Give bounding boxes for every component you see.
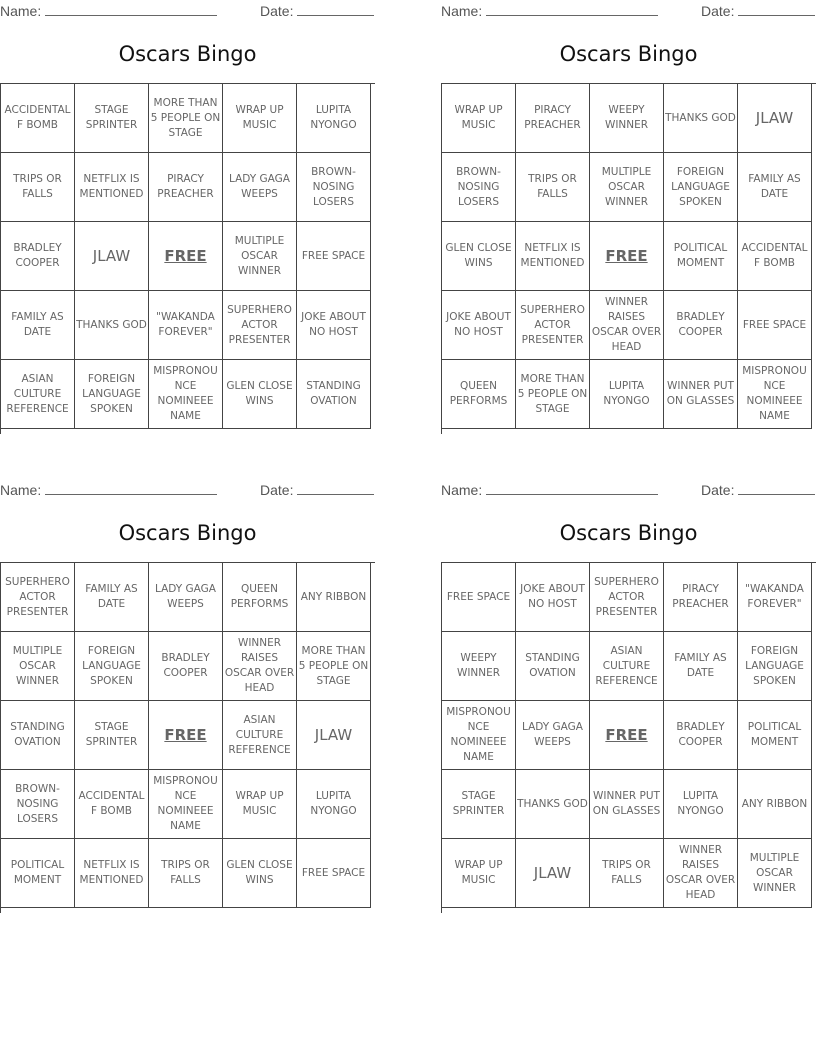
bingo-cell[interactable]: MISPRONOUNCE NOMINEEE NAME xyxy=(149,770,223,839)
bingo-cell[interactable]: JOKE ABOUT NO HOST xyxy=(516,563,590,632)
date-blank[interactable] xyxy=(297,2,374,16)
bingo-cell[interactable]: FOREIGN LANGUAGE SPOKEN xyxy=(738,632,812,701)
date-label: Date: xyxy=(701,3,735,19)
date-field[interactable] xyxy=(260,2,374,19)
bingo-cell[interactable]: WINNER RAISES OSCAR OVER HEAD xyxy=(590,291,664,360)
bingo-cell[interactable]: LUPITA NYONGO xyxy=(297,84,371,153)
bingo-cell[interactable]: LUPITA NYONGO xyxy=(664,770,738,839)
bingo-cell[interactable]: POLITICAL MOMENT xyxy=(664,222,738,291)
bingo-cell[interactable]: GLEN CLOSE WINS xyxy=(223,360,297,429)
bingo-grid xyxy=(0,83,375,434)
bingo-cell[interactable]: SUPERHERO ACTOR PRESENTER xyxy=(223,291,297,360)
name-blank[interactable] xyxy=(45,2,217,16)
bingo-cell[interactable]: BRADLEY COOPER xyxy=(664,291,738,360)
date-blank[interactable] xyxy=(738,481,815,495)
bingo-cell[interactable]: STANDING OVATION xyxy=(1,701,75,770)
bingo-cell[interactable]: MULTIPLE OSCAR WINNER xyxy=(223,222,297,291)
name-field[interactable] xyxy=(441,2,658,19)
bingo-cell[interactable]: ANY RIBBON xyxy=(738,770,812,839)
bingo-cell[interactable]: PIRACY PREACHER xyxy=(516,84,590,153)
bingo-cell[interactable]: LADY GAGA WEEPS xyxy=(516,701,590,770)
bingo-cell[interactable]: STAGE SPRINTER xyxy=(442,770,516,839)
date-field[interactable] xyxy=(701,2,815,19)
bingo-cell[interactable]: FAMILY AS DATE xyxy=(664,632,738,701)
bingo-cell[interactable]: JLAW xyxy=(738,84,812,153)
bingo-cell[interactable]: TRIPS OR FALLS xyxy=(516,153,590,222)
bingo-cell[interactable]: ACCIDENTAL F BOMB xyxy=(75,770,149,839)
bingo-cell[interactable]: WINNER PUT ON GLASSES xyxy=(664,360,738,429)
bingo-cell[interactable]: POLITICAL MOMENT xyxy=(1,839,75,908)
name-blank[interactable] xyxy=(486,2,658,16)
bingo-cell[interactable]: FREE SPACE xyxy=(297,222,371,291)
free-cell[interactable]: FREE xyxy=(149,222,223,291)
bingo-cell[interactable]: THANKS GOD xyxy=(75,291,149,360)
date-blank[interactable] xyxy=(297,481,374,495)
name-field[interactable] xyxy=(0,481,217,498)
bingo-cell[interactable]: LUPITA NYONGO xyxy=(590,360,664,429)
bingo-cell[interactable]: MULTIPLE OSCAR WINNER xyxy=(590,153,664,222)
bingo-cell[interactable]: PIRACY PREACHER xyxy=(664,563,738,632)
bingo-cell[interactable]: "WAKANDA FOREVER" xyxy=(149,291,223,360)
bingo-cell[interactable]: FAMILY AS DATE xyxy=(75,563,149,632)
name-blank[interactable] xyxy=(45,481,217,495)
name-blank[interactable] xyxy=(486,481,658,495)
bingo-cell[interactable]: FAMILY AS DATE xyxy=(738,153,812,222)
bingo-cell[interactable]: MORE THAN 5 PEOPLE ON STAGE xyxy=(516,360,590,429)
date-field[interactable] xyxy=(701,481,815,498)
bingo-cell[interactable]: ACCIDENTAL F BOMB xyxy=(1,84,75,153)
bingo-cell[interactable]: TRIPS OR FALLS xyxy=(590,839,664,908)
bingo-cell[interactable]: PIRACY PREACHER xyxy=(149,153,223,222)
bingo-cell[interactable]: MULTIPLE OSCAR WINNER xyxy=(1,632,75,701)
name-field[interactable] xyxy=(441,481,658,498)
bingo-card-3 xyxy=(0,479,375,886)
name-label: Name: xyxy=(0,3,42,19)
date-label: Date: xyxy=(260,482,294,498)
bingo-card-2 xyxy=(441,0,816,422)
bingo-grid xyxy=(0,562,375,913)
bingo-cell[interactable]: TRIPS OR FALLS xyxy=(1,153,75,222)
bingo-cell[interactable]: STANDING OVATION xyxy=(516,632,590,701)
bingo-cell[interactable]: WRAP UP MUSIC xyxy=(223,770,297,839)
bingo-cell[interactable]: SUPERHERO ACTOR PRESENTER xyxy=(590,563,664,632)
bingo-cell[interactable]: BRADLEY COOPER xyxy=(1,222,75,291)
bingo-cell[interactable]: SUPERHERO ACTOR PRESENTER xyxy=(1,563,75,632)
bingo-cell[interactable]: FOREIGN LANGUAGE SPOKEN xyxy=(75,360,149,429)
bingo-cell[interactable]: NETFLIX IS MENTIONED xyxy=(516,222,590,291)
bingo-cell[interactable]: FREE SPACE xyxy=(297,839,371,908)
bingo-cell[interactable]: ASIAN CULTURE REFERENCE xyxy=(223,701,297,770)
bingo-cell[interactable]: STAGE SPRINTER xyxy=(75,84,149,153)
bingo-cell[interactable]: JLAW xyxy=(516,839,590,908)
bingo-cell[interactable]: FOREIGN LANGUAGE SPOKEN xyxy=(664,153,738,222)
bingo-cell[interactable]: BRADLEY COOPER xyxy=(664,701,738,770)
bingo-cell[interactable]: FREE SPACE xyxy=(442,563,516,632)
bingo-cell[interactable]: WINNER RAISES OSCAR OVER HEAD xyxy=(223,632,297,701)
free-cell[interactable]: FREE xyxy=(590,701,664,770)
bingo-cell[interactable]: NETFLIX IS MENTIONED xyxy=(75,839,149,908)
bingo-cell[interactable]: MISPRONOUNCE NOMINEEE NAME xyxy=(149,360,223,429)
bingo-cell[interactable]: LUPITA NYONGO xyxy=(297,770,371,839)
card-title: Oscars Bingo xyxy=(118,521,257,545)
card-title: Oscars Bingo xyxy=(559,521,698,545)
bingo-cell[interactable]: MORE THAN 5 PEOPLE ON STAGE xyxy=(149,84,223,153)
bingo-cell[interactable]: WRAP UP MUSIC xyxy=(223,84,297,153)
bingo-cell[interactable]: FREE SPACE xyxy=(738,291,812,360)
bingo-cell[interactable]: WRAP UP MUSIC xyxy=(442,839,516,908)
bingo-cell[interactable]: WINNER PUT ON GLASSES xyxy=(590,770,664,839)
bingo-cell[interactable]: POLITICAL MOMENT xyxy=(738,701,812,770)
bingo-cell[interactable]: NETFLIX IS MENTIONED xyxy=(75,153,149,222)
bingo-cell[interactable]: BROWN-NOSING LOSERS xyxy=(1,770,75,839)
bingo-cell[interactable]: FOREIGN LANGUAGE SPOKEN xyxy=(75,632,149,701)
date-field[interactable] xyxy=(260,481,374,498)
bingo-cell[interactable]: MISPRONOUNCE NOMINEEE NAME xyxy=(738,360,812,429)
bingo-cell[interactable]: THANKS GOD xyxy=(516,770,590,839)
date-blank[interactable] xyxy=(738,2,815,16)
bingo-card-4 xyxy=(441,479,816,901)
date-label: Date: xyxy=(701,482,735,498)
bingo-cell[interactable]: LADY GAGA WEEPS xyxy=(149,563,223,632)
free-cell[interactable]: FREE xyxy=(590,222,664,291)
bingo-cell[interactable]: LADY GAGA WEEPS xyxy=(223,153,297,222)
bingo-cell[interactable]: STAGE SPRINTER xyxy=(75,701,149,770)
bingo-cell[interactable]: ACCIDENTAL F BOMB xyxy=(738,222,812,291)
bingo-cell[interactable]: JOKE ABOUT NO HOST xyxy=(297,291,371,360)
name-field[interactable] xyxy=(0,2,217,19)
bingo-cell[interactable]: SUPERHERO ACTOR PRESENTER xyxy=(516,291,590,360)
bingo-cell[interactable]: BROWN-NOSING LOSERS xyxy=(442,153,516,222)
header-line xyxy=(441,479,816,501)
bingo-cell[interactable]: JLAW xyxy=(75,222,149,291)
bingo-cell[interactable]: BROWN-NOSING LOSERS xyxy=(297,153,371,222)
header-line xyxy=(441,0,816,22)
bingo-cell[interactable]: MISPRONOUNCE NOMINEEE NAME xyxy=(442,701,516,770)
bingo-cell[interactable]: MORE THAN 5 PEOPLE ON STAGE xyxy=(297,632,371,701)
name-label: Name: xyxy=(0,482,42,498)
free-cell[interactable]: FREE xyxy=(149,701,223,770)
bingo-cell[interactable]: QUEEN PERFORMS xyxy=(223,563,297,632)
bingo-cell[interactable]: BRADLEY COOPER xyxy=(149,632,223,701)
header-line xyxy=(0,479,375,501)
bingo-cell[interactable]: QUEEN PERFORMS xyxy=(442,360,516,429)
bingo-cell[interactable]: THANKS GOD xyxy=(664,84,738,153)
bingo-cell[interactable]: ASIAN CULTURE REFERENCE xyxy=(590,632,664,701)
bingo-cell[interactable]: WEEPY WINNER xyxy=(442,632,516,701)
card-title: Oscars Bingo xyxy=(559,42,698,66)
card-title: Oscars Bingo xyxy=(118,42,257,66)
bingo-cell[interactable]: "WAKANDA FOREVER" xyxy=(738,563,812,632)
bingo-cell[interactable]: FAMILY AS DATE xyxy=(1,291,75,360)
bingo-cell[interactable]: GLEN CLOSE WINS xyxy=(223,839,297,908)
bingo-cell[interactable]: ASIAN CULTURE REFERENCE xyxy=(1,360,75,429)
bingo-cell[interactable]: WRAP UP MUSIC xyxy=(442,84,516,153)
bingo-cell[interactable]: STANDING OVATION xyxy=(297,360,371,429)
bingo-cell[interactable]: TRIPS OR FALLS xyxy=(149,839,223,908)
bingo-grid xyxy=(441,83,816,434)
name-label: Name: xyxy=(441,482,483,498)
bingo-cell[interactable]: ANY RIBBON xyxy=(297,563,371,632)
name-label: Name: xyxy=(441,3,483,19)
bingo-cell[interactable]: WEEPY WINNER xyxy=(590,84,664,153)
bingo-cell[interactable]: GLEN CLOSE WINS xyxy=(442,222,516,291)
date-label: Date: xyxy=(260,3,294,19)
bingo-grid xyxy=(441,562,816,913)
bingo-cell[interactable]: JOKE ABOUT NO HOST xyxy=(442,291,516,360)
bingo-cell[interactable]: MULTIPLE OSCAR WINNER xyxy=(738,839,812,908)
bingo-cell[interactable]: WINNER RAISES OSCAR OVER HEAD xyxy=(664,839,738,908)
bingo-card-1 xyxy=(0,0,375,422)
header-line xyxy=(0,0,375,22)
bingo-cell[interactable]: JLAW xyxy=(297,701,371,770)
